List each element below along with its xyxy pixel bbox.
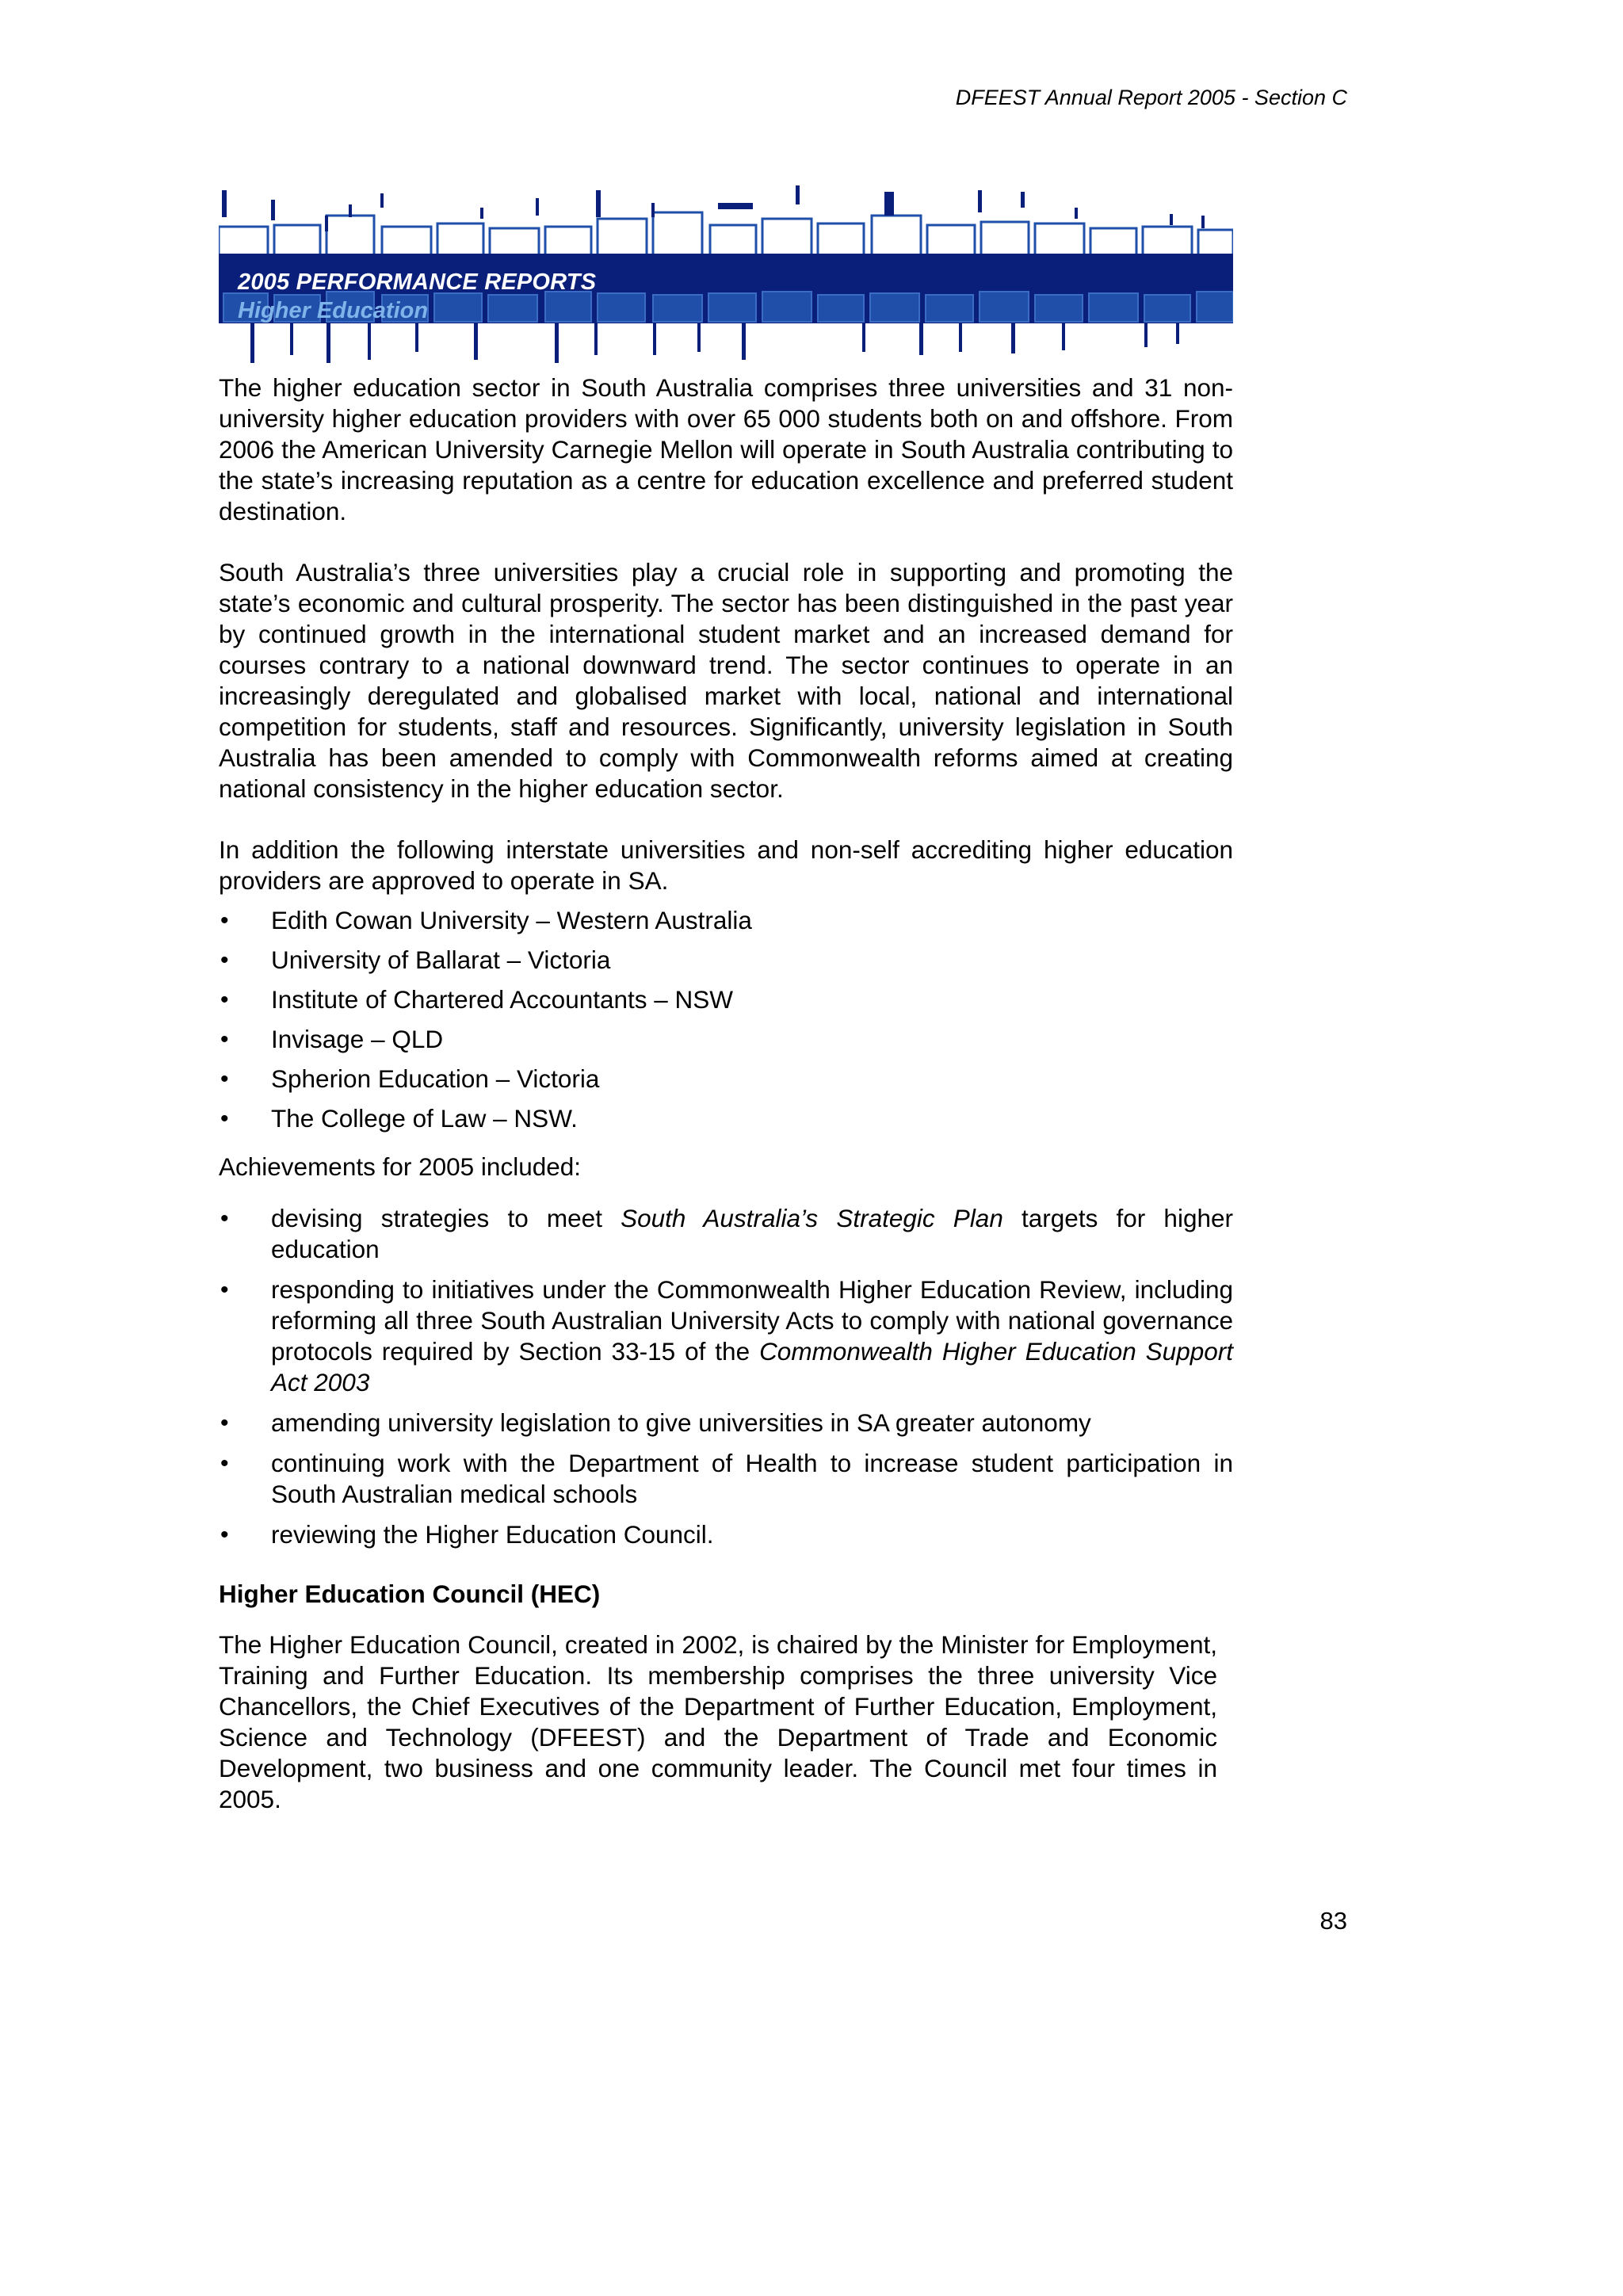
interstate-paragraph: In addition the following interstate universities and non-self accrediting higher education providers are approved to operate in SA. xyxy=(219,835,1233,895)
page-number: 83 xyxy=(1319,1907,1347,1935)
list-item: • University of Ballarat – Victoria xyxy=(219,945,1233,976)
banner-title: 2005 PERFORMANCE REPORTS xyxy=(238,269,597,295)
achievements-list xyxy=(219,1203,1233,1550)
list-item xyxy=(219,1203,1233,1265)
section-banner xyxy=(219,184,1233,366)
achievement-text: devising strategies to meet xyxy=(271,1204,621,1232)
list-item: • amending university legislation to give universities in SA greater autonomy xyxy=(219,1408,1233,1438)
universities-paragraph: South Australia’s three universities play a crucial role in supporting and promoting the state’s economic and cultural prosperity. The sector has been distinguished in the past year by continued growth in the international student market and an increased demand for courses contrary to a national downward trend. The sector continues to operate in an increasingly deregulated and globalised market with local, national and international competition for students, staff and resources. Significantly, university legislation in South Australia has been amended to comply with Commonwealth reforms aimed at creating national consistency in the higher education sector. xyxy=(219,558,1233,803)
banner-subtitle: Higher Education xyxy=(238,298,429,323)
main-content xyxy=(219,372,1233,1815)
interstate-providers-list xyxy=(219,905,1233,1134)
intro-paragraph: The higher education sector in South Australia comprises three universities and 31 non-university higher education providers with over 65 000 students both on and offshore. From 2006 the American University Carnegie Mellon will operate in South Australia contributing to the state’s increasing reputation as a centre for education excellence and preferred student destination. xyxy=(219,373,1233,525)
list-item xyxy=(219,1274,1233,1398)
achievement-italic: South Australia’s Strategic Plan xyxy=(621,1204,1003,1232)
list-item: • Edith Cowan University – Western Australia xyxy=(219,905,1233,936)
achievement-italic: Commonwealth Higher Education Support Act 2003 xyxy=(271,1337,1233,1396)
list-item: • Invisage – QLD xyxy=(219,1024,1233,1055)
hec-heading: Higher Education Council (HEC) xyxy=(219,1580,601,1608)
achievement-text: responding to initiatives under the Commonwealth Higher Education Review, including reforming all three South Australian University Acts to comply with national governance protocols required by Section 33-15 of the xyxy=(271,1275,1233,1366)
list-item: • continuing work with the Department of Health to increase student participation in South Australian medical schools xyxy=(219,1448,1233,1510)
list-item: • reviewing the Higher Education Council. xyxy=(219,1519,1233,1550)
list-item: • Spherion Education – Victoria xyxy=(219,1064,1233,1095)
list-item: • The College of Law – NSW. xyxy=(219,1103,1233,1134)
achievements-intro: Achievements for 2005 included: xyxy=(219,1152,582,1181)
hec-paragraph: The Higher Education Council, created in 2002, is chaired by the Minister for Employment, Training and Further Education. Its membership comprises the three university Vice Chancellors, the Chief Executives of the Department of Further Education, Employment, Science and Technology (DFEEST) and the Department of Trade and Economic Development, two business and one community leader. The Council met four times in 2005. xyxy=(219,1630,1217,1813)
list-item: • Institute of Chartered Accountants – NSW xyxy=(219,984,1233,1015)
achievement-text: targets for higher education xyxy=(271,1204,1233,1263)
running-header: DFEEST Annual Report 2005 - Section C xyxy=(955,86,1347,109)
